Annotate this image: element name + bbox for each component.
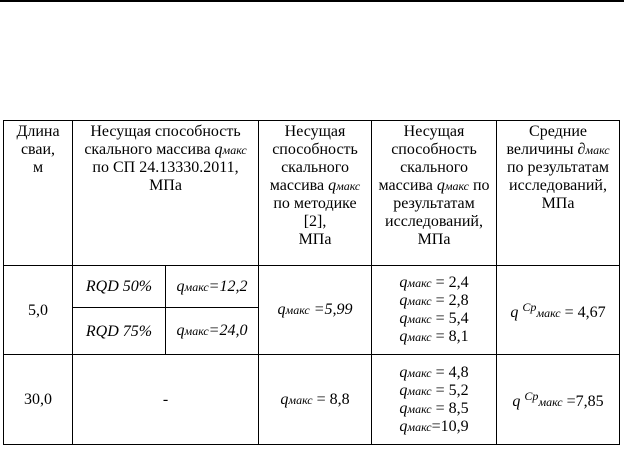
table-row — [4, 355, 620, 445]
cell-sp-value-b: qмакс=24,0 — [166, 308, 259, 355]
header-row — [4, 121, 620, 266]
cell-research-30: qмакс = 4,8 qмакс = 5,2 qмакс = 8,5 qмакс=10,9 — [372, 355, 497, 445]
header-average-values: Средние величины ∂макс по результатам исследований, МПа — [497, 121, 620, 266]
pile-capacity-table — [3, 120, 620, 445]
cell-average-5: q $^{Ср}$макс = 4,67 — [497, 266, 620, 355]
cell-sp-dash: - — [73, 355, 259, 445]
cell-length-5: 5,0 — [4, 266, 73, 355]
cell-research-5: qмакс = 2,4 qмакс = 2,8 qмакс = 5,4 qмакс = 8,1 — [372, 266, 497, 355]
cell-average-30: q $^{Ср}$макс =7,85 — [497, 355, 620, 445]
cell-method-5: qмакс =5,99 — [259, 266, 372, 355]
header-method-capacity: Несущая способность скального массива qмакс по методике [2], МПа — [259, 121, 372, 266]
cell-length-30: 30,0 — [4, 355, 73, 445]
cell-method-30: qмакс = 8,8 — [259, 355, 372, 445]
top-rule — [0, 0, 624, 2]
header-pile-length: Длина сваи, м — [4, 121, 73, 266]
cell-rqd-75: RQD 75% — [73, 308, 166, 355]
cell-sp-value-a: qмакс=12,2 — [166, 266, 259, 308]
cell-rqd-50: RQD 50% — [73, 266, 166, 308]
header-research-capacity: Несущая способность скального массива qмакс по результатам исследований, МПа — [372, 121, 497, 266]
header-sp-capacity: Несущая способность скального массива qмакс по СП 24.13330.2011, МПа — [73, 121, 259, 266]
table-row — [4, 266, 620, 308]
